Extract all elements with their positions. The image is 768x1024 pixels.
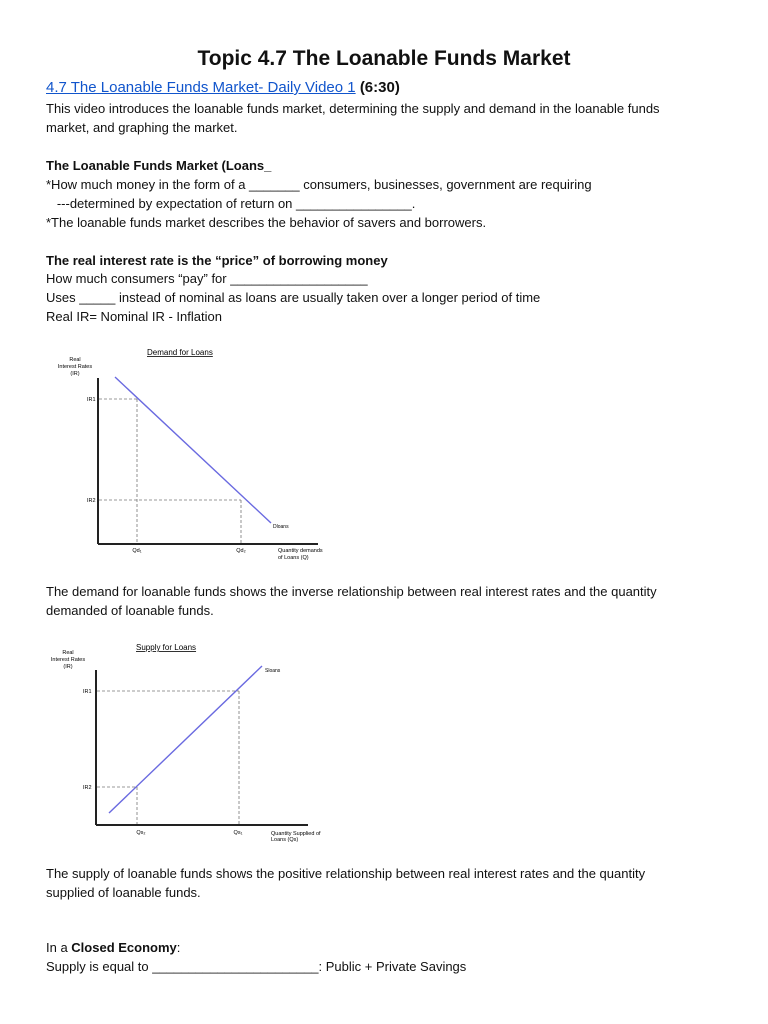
supply-equals-line: Supply is equal to _______________________: Public + Private Savings [46, 959, 467, 974]
supply-graph-svg [40, 636, 340, 851]
supply-ir1-label: IR1 [83, 689, 92, 695]
supply-curve-label: Sloans [265, 668, 281, 674]
demand-xlabel-1: Quantity demands [278, 548, 323, 554]
supply-xlabel-1: Quantity Supplied of [271, 831, 321, 837]
demand-ylabel-2: Interest Rates [57, 364, 93, 370]
demand-caption-line-1: The demand for loanable funds shows the inverse relationship between real interest rates and the quantity [46, 584, 657, 599]
section-1-line-2: ---determined by expectation of return on ________________. [46, 196, 416, 211]
section-1-heading: The Loanable Funds Market (Loans_ [46, 158, 272, 173]
supply-graph [40, 636, 340, 856]
section-1-line-1: *How much money in the form of a _______ consumers, businesses, government are requiring [46, 177, 592, 192]
demand-ylabel-3: (IR) [70, 371, 80, 377]
demand-graph-svg [40, 340, 340, 570]
intro-line-2: market, and graphing the market. [46, 120, 238, 135]
closed-economy-suffix: : [176, 940, 181, 955]
demand-caption-line-2: demanded of loanable funds. [46, 603, 214, 618]
demand-curve [115, 377, 271, 523]
closed-economy-bold: Closed Economy [71, 940, 177, 955]
supply-ir2-label: IR2 [83, 785, 92, 791]
demand-curve-label: Dloans [273, 524, 289, 530]
demand-qd1-label: Qd₁ [132, 548, 142, 554]
supply-ylabel-2: Interest Rates [50, 657, 86, 663]
supply-qs2-label: Qs₂ [136, 830, 146, 836]
supply-ylabel-1: Real [62, 650, 74, 656]
supply-qs1-label: Qs₁ [233, 830, 243, 836]
supply-caption-line-1: The supply of loanable funds shows the positive relationship between real interest rates and the quantity [46, 866, 646, 881]
demand-graph [40, 340, 340, 575]
section-2-line-1: How much consumers “pay” for ___________________ [46, 271, 368, 286]
supply-graph-title: Supply for Loans [136, 643, 197, 652]
demand-qd2-label: Qd₂ [236, 548, 246, 554]
supply-caption-line-2: supplied of loanable funds. [46, 885, 201, 900]
closed-economy-prefix: In a [46, 940, 72, 955]
section-2-line-2: Uses _____ instead of nominal as loans are usually taken over a longer period of time [46, 290, 541, 305]
demand-ir2-label: IR2 [87, 498, 96, 504]
section-2-line-3: Real IR= Nominal IR - Inflation [46, 309, 222, 324]
section-2-heading: The real interest rate is the “price” of borrowing money [46, 253, 388, 268]
supply-ylabel-3: (IR) [63, 664, 73, 670]
page-title: Topic 4.7 The Loanable Funds Market [197, 47, 571, 70]
demand-ylabel-1: Real [69, 357, 81, 363]
supply-xlabel-2: Loans (Qs) [271, 837, 299, 843]
demand-ir1-label: IR1 [87, 397, 96, 403]
supply-curve [109, 666, 262, 813]
demand-graph-title: Demand for Loans [147, 348, 213, 357]
section-1-line-3: *The loanable funds market describes the behavior of savers and borrowers. [46, 215, 487, 230]
demand-xlabel-2: of Loans (Q) [278, 555, 309, 561]
video-line [46, 79, 400, 96]
video-link[interactable]: 4.7 The Loanable Funds Market- Daily Video 1 [46, 79, 356, 96]
video-duration: (6:30) [359, 79, 400, 96]
intro-line-1: This video introduces the loanable funds market, determining the supply and demand in the loanable funds [46, 101, 660, 116]
closed-economy-line [46, 938, 736, 957]
